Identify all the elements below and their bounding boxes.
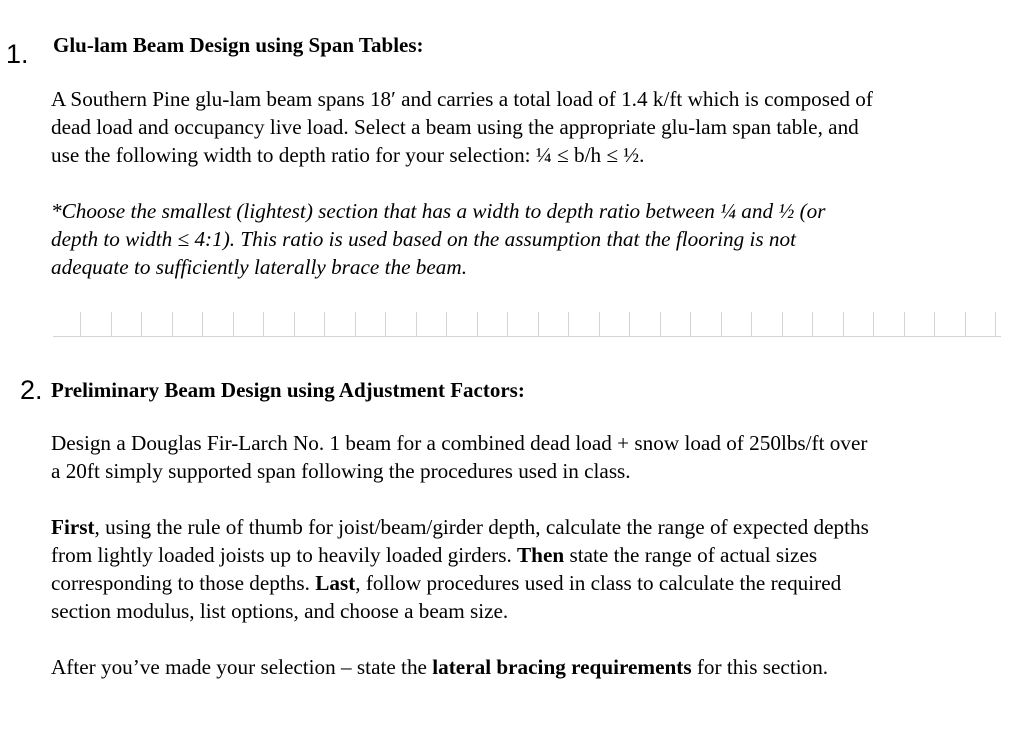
last-label: Last <box>315 571 356 595</box>
problem-1-line: use the following width to depth ratio for your selection: ¼ ≤ b/h ≤ ½. <box>51 143 645 167</box>
ruler-tick <box>599 312 600 336</box>
ruler-tick <box>141 312 142 336</box>
ruler-tick <box>812 312 813 336</box>
steps-line <box>51 541 869 569</box>
then-label: Then <box>517 543 565 567</box>
last-text-cont: section modulus, list options, and choose a beam size. <box>51 599 509 623</box>
bracing-suffix: for this section. <box>691 655 829 679</box>
problem-2-line: a 20ft simply supported span following the procedures used in class. <box>51 459 631 483</box>
problem-1-note <box>51 197 825 281</box>
ruler-tick <box>568 312 569 336</box>
problem-1-number: 1. <box>6 39 29 69</box>
ruler-tick <box>172 312 173 336</box>
last-text: , follow procedures used in class to calculate the required <box>355 571 842 595</box>
ruler-tick <box>843 312 844 336</box>
problem-1-paragraph <box>51 85 873 169</box>
then-text-cont: corresponding to those depths. <box>51 571 316 595</box>
bracing-prefix: After you’ve made your selection – state the <box>51 655 433 679</box>
ruler-tick <box>629 312 630 336</box>
problem-2-paragraph <box>51 429 867 485</box>
ruler-tick <box>538 312 539 336</box>
problem-2-line: Design a Douglas Fir-Larch No. 1 beam for a combined dead load + snow load of 250lbs/ft over <box>51 431 868 455</box>
steps-line <box>51 597 869 625</box>
problem-2-number: 2. <box>20 375 43 405</box>
ruler-tick <box>477 312 478 336</box>
first-text: , using the rule of thumb for joist/beam/girder depth, calculate the range of expected depths <box>94 515 869 539</box>
steps-line <box>51 513 869 541</box>
ruler-tick <box>721 312 722 336</box>
ruler-tick <box>80 312 81 336</box>
ruler-tick <box>660 312 661 336</box>
ruler-tick <box>294 312 295 336</box>
steps-line <box>51 569 869 597</box>
ruler-tick <box>355 312 356 336</box>
problem-1-note-line: depth to width ≤ 4:1). This ratio is used based on the assumption that the flooring is not <box>51 227 796 251</box>
problem-1-note-line: adequate to sufficiently laterally brace the beam. <box>51 255 467 279</box>
problem-1-note-line: *Choose the smallest (lightest) section that has a width to depth ratio between ¼ and ½ (or <box>51 199 826 223</box>
ruler-tick <box>965 312 966 336</box>
ruler-tick <box>507 312 508 336</box>
ruler-tick <box>446 312 447 336</box>
first-label: First <box>51 515 95 539</box>
ruler-tick <box>111 312 112 336</box>
problem-1-line: A Southern Pine glu-lam beam spans 18′ and carries a total load of 1.4 k/ft which is composed of <box>51 87 873 111</box>
ruler-divider <box>53 304 1001 337</box>
ruler-tick <box>202 312 203 336</box>
problem-2-steps <box>51 513 869 625</box>
ruler-tick <box>751 312 752 336</box>
then-text: state the range of actual sizes <box>564 543 818 567</box>
ruler-tick <box>904 312 905 336</box>
ruler-tick <box>782 312 783 336</box>
bracing-bold: lateral bracing requirements <box>432 655 692 679</box>
bracing-line <box>51 653 828 681</box>
ruler-tick <box>263 312 264 336</box>
ruler-tick <box>324 312 325 336</box>
ruler-tick <box>416 312 417 336</box>
problem-2-heading: Preliminary Beam Design using Adjustment Factors: <box>51 378 525 402</box>
problem-2-bracing <box>51 653 828 681</box>
problem-1-line: dead load and occupancy live load. Select a beam using the appropriate glu-lam span table, and <box>51 115 859 139</box>
ruler-tick <box>385 312 386 336</box>
first-text-cont: from lightly loaded joists up to heavily loaded girders. <box>51 543 518 567</box>
ruler-tick <box>690 312 691 336</box>
ruler-tick <box>873 312 874 336</box>
problem-1-heading: Glu-lam Beam Design using Span Tables: <box>53 33 424 57</box>
ruler-tick <box>995 312 996 336</box>
ruler-tick <box>233 312 234 336</box>
ruler-tick <box>934 312 935 336</box>
